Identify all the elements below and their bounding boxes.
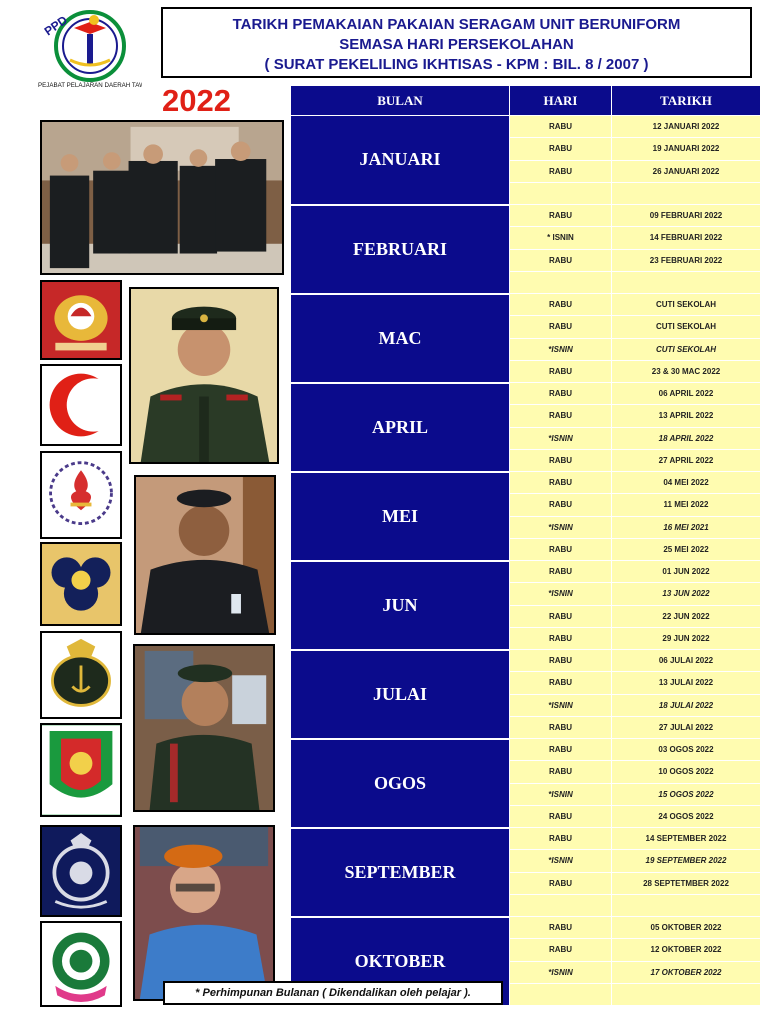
date-cell: 14 FEBRUARI 2022 (612, 227, 761, 249)
ppd-logo (34, 8, 142, 90)
red-crescent-badge (40, 364, 122, 446)
day-cell: *ISNIN (510, 961, 612, 983)
navy-cadet-badge (40, 631, 122, 719)
day-cell: RABU (510, 383, 612, 405)
day-cell: *ISNIN (510, 850, 612, 872)
date-cell: 12 JANUARI 2022 (612, 116, 761, 138)
date-cell: 17 OKTOBER 2022 (612, 961, 761, 983)
date-cell: 28 SEPTETMBER 2022 (612, 872, 761, 894)
date-cell: 26 JANUARI 2022 (612, 160, 761, 182)
logo-text: PPD (41, 12, 70, 39)
day-cell: RABU (510, 605, 612, 627)
day-cell (510, 983, 612, 1005)
date-cell: CUTI SEKOLAH (612, 338, 761, 360)
day-cell: RABU (510, 761, 612, 783)
header-date: TARIKH (612, 86, 761, 116)
day-cell: RABU (510, 650, 612, 672)
logo-caption: PEJABAT PELAJARAN DAERAH TAWAU (38, 82, 142, 89)
scout-badge (40, 451, 122, 539)
day-cell (510, 182, 612, 204)
day-cell: *ISNIN (510, 694, 612, 716)
date-cell: CUTI SEKOLAH (612, 316, 761, 338)
table-row (291, 205, 761, 227)
puteri-islam-badge (40, 542, 122, 626)
day-cell: RABU (510, 116, 612, 138)
month-cell: JULAI (291, 650, 510, 739)
table-row (291, 561, 761, 583)
month-cell: MEI (291, 472, 510, 561)
table-row (291, 739, 761, 761)
date-cell: 27 APRIL 2022 (612, 449, 761, 471)
day-cell: RABU (510, 205, 612, 227)
table-row (291, 294, 761, 316)
date-cell: 19 JANUARI 2022 (612, 138, 761, 160)
table-row (291, 472, 761, 494)
date-cell: 09 FEBRUARI 2022 (612, 205, 761, 227)
footer-note: * Perhimpunan Bulanan ( Dikendalikan oleh pelajar ). (163, 981, 503, 1005)
day-cell: RABU (510, 294, 612, 316)
month-cell: SEPTEMBER (291, 828, 510, 917)
table-body (291, 116, 761, 1006)
table-row (291, 116, 761, 138)
date-cell: 06 APRIL 2022 (612, 383, 761, 405)
date-cell: 27 JULAI 2022 (612, 716, 761, 738)
date-cell: 23 FEBRUARI 2022 (612, 249, 761, 271)
day-cell: RABU (510, 561, 612, 583)
month-cell: MAC (291, 294, 510, 383)
date-cell: 05 OKTOBER 2022 (612, 917, 761, 939)
date-cell: 25 MEI 2022 (612, 538, 761, 560)
portrait-army-cadet (129, 287, 279, 464)
date-cell: 24 OGOS 2022 (612, 805, 761, 827)
day-cell: RABU (510, 739, 612, 761)
title-line-1: TARIKH PEMAKAIAN PAKAIAN SERAGAM UNIT BERUNIFORM (232, 16, 681, 33)
group-photo (40, 120, 284, 275)
police-cadet-badge (40, 825, 122, 917)
date-cell: 19 SEPTEMBER 2022 (612, 850, 761, 872)
date-cell (612, 983, 761, 1005)
table-row (291, 650, 761, 672)
schedule-table (290, 85, 761, 1007)
date-cell: 14 SEPTEMBER 2022 (612, 828, 761, 850)
day-cell: RABU (510, 494, 612, 516)
month-cell: JUN (291, 561, 510, 650)
day-cell: RABU (510, 805, 612, 827)
day-cell: RABU (510, 472, 612, 494)
portrait-navy-cadet (133, 644, 275, 812)
date-cell: 29 JUN 2022 (612, 627, 761, 649)
day-cell: RABU (510, 538, 612, 560)
day-cell: RABU (510, 449, 612, 471)
date-cell: 11 MEI 2022 (612, 494, 761, 516)
day-cell (510, 271, 612, 293)
day-cell: *ISNIN (510, 783, 612, 805)
header-day: HARI (510, 86, 612, 116)
table-row (291, 383, 761, 405)
day-cell: RABU (510, 716, 612, 738)
day-cell: RABU (510, 672, 612, 694)
day-cell: RABU (510, 828, 612, 850)
day-cell: RABU (510, 138, 612, 160)
month-cell: APRIL (291, 383, 510, 472)
date-cell: 13 JUN 2022 (612, 583, 761, 605)
table-header-row (291, 86, 761, 116)
month-cell: OKTOBER (291, 917, 510, 1006)
date-cell: 04 MEI 2022 (612, 472, 761, 494)
header-month: BULAN (291, 86, 510, 116)
title-box (161, 7, 752, 78)
date-cell: 06 JULAI 2022 (612, 650, 761, 672)
year-label: 2022 (162, 83, 231, 118)
day-cell: *ISNIN (510, 427, 612, 449)
date-cell: 03 OGOS 2022 (612, 739, 761, 761)
day-cell: RABU (510, 939, 612, 961)
date-cell: 22 JUN 2022 (612, 605, 761, 627)
day-cell: RABU (510, 360, 612, 382)
pbsm-badge (40, 921, 122, 1007)
date-cell: 12 OKTOBER 2022 (612, 939, 761, 961)
portrait-scout-officer (133, 825, 275, 1001)
day-cell: RABU (510, 627, 612, 649)
table-row (291, 917, 761, 939)
kadet-remaja-badge (40, 723, 122, 817)
day-cell: RABU (510, 316, 612, 338)
day-cell: RABU (510, 917, 612, 939)
date-cell: 10 OGOS 2022 (612, 761, 761, 783)
date-cell: 15 OGOS 2022 (612, 783, 761, 805)
title-line-3: ( SURAT PEKELILING IKHTISAS - KPM : BIL. 8 / 2007 ) (264, 56, 649, 73)
day-cell (510, 894, 612, 916)
date-cell: 13 JULAI 2022 (612, 672, 761, 694)
date-cell: 18 APRIL 2022 (612, 427, 761, 449)
portrait-police-cadet (134, 475, 276, 635)
month-cell: FEBRUARI (291, 205, 510, 294)
month-cell: OGOS (291, 739, 510, 828)
date-cell (612, 271, 761, 293)
date-cell: 16 MEI 2021 (612, 516, 761, 538)
title-line-2: SEMASA HARI PERSEKOLAHAN (339, 36, 574, 53)
day-cell: *ISNIN (510, 338, 612, 360)
day-cell: *ISNIN (510, 583, 612, 605)
date-cell (612, 182, 761, 204)
day-cell: RABU (510, 249, 612, 271)
date-cell: CUTI SEKOLAH (612, 294, 761, 316)
day-cell: * ISNIN (510, 227, 612, 249)
month-cell: JANUARI (291, 116, 510, 205)
day-cell: *ISNIN (510, 516, 612, 538)
day-cell: RABU (510, 405, 612, 427)
table-row (291, 828, 761, 850)
date-cell (612, 894, 761, 916)
day-cell: RABU (510, 872, 612, 894)
date-cell: 23 & 30 MAC 2022 (612, 360, 761, 382)
day-cell: RABU (510, 160, 612, 182)
bomba-badge (40, 280, 122, 360)
date-cell: 13 APRIL 2022 (612, 405, 761, 427)
date-cell: 01 JUN 2022 (612, 561, 761, 583)
date-cell: 18 JULAI 2022 (612, 694, 761, 716)
